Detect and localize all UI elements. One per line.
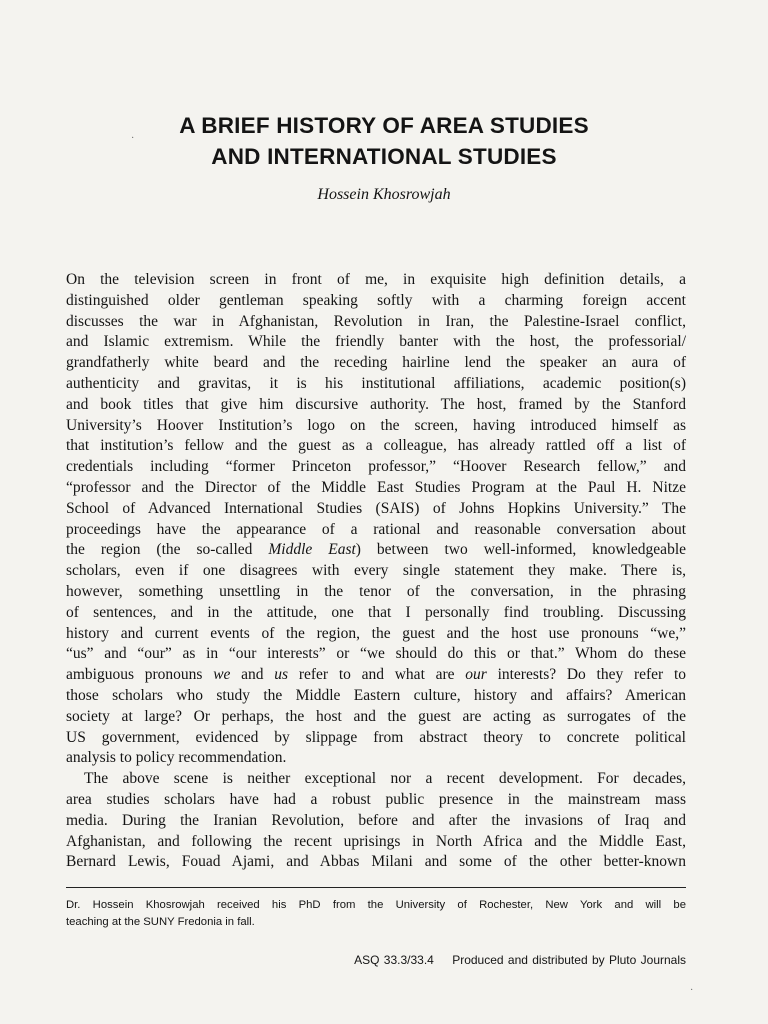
body-line: discusses the war in Afghanistan, Revolution in Iran, the Palestine-Israel conflict, (66, 312, 686, 330)
body-line: society at large? Or perhaps, the host and the guest are acting as surrogates of the (66, 707, 686, 725)
body-line: Afghanistan, and following the recent uprisings in North Africa and the Middle East, (66, 832, 686, 850)
body-line: distinguished older gentleman speaking softly with a charming foreign accent (66, 291, 686, 309)
body-line: University’s Hoover Institution’s logo on the screen, having introduced himself as (66, 416, 686, 434)
body-line: that institution’s fellow and the guest as a colleague, has already rattled off a list of (66, 437, 686, 455)
body-line: Bernard Lewis, Fouad Ajami, and Abbas Milani and some of the other better-known (66, 853, 686, 871)
body-line: ambiguous pronouns we and us refer to and what are our interests? Do they refer to (66, 666, 687, 684)
title-line-1: A BRIEF HISTORY OF AREA STUDIES (179, 113, 589, 138)
footnote-line: teaching at the SUNY Fredonia in fall. (66, 916, 255, 928)
body-line: those scholars who study the Middle Eastern culture, history and affairs? American (66, 686, 686, 704)
body-line: School of Advanced International Studies (SAIS) of Johns Hopkins University.” The (66, 499, 686, 517)
body-line: US government, evidenced by slippage from abstract theory to concrete political (66, 728, 686, 746)
distribution-notice: Produced and distributed by Pluto Journals (452, 953, 686, 967)
footnote-line: Dr. Hossein Khosrowjah received his PhD from the University of Rochester, New York and will be (66, 899, 686, 911)
body-line: The above scene is neither exceptional nor a recent development. For decades, (84, 770, 686, 788)
article-title (0, 110, 768, 172)
page-footer (354, 953, 686, 967)
body-line: however, something unsettling in the tenor of the conversation, in the phrasing (66, 582, 686, 600)
body-line: “us” and “our” as in “our interests” or “we should do this or that.” Whom do these (66, 645, 686, 663)
body-line: and book titles that give him discursive authority. The host, framed by the Stanford (66, 395, 686, 413)
body-line: grandfatherly white beard and the receding hairline lend the speaker an aura of (66, 354, 686, 372)
author-name: Hossein Khosrowjah (317, 186, 451, 203)
body-line: proceedings have the appearance of a rational and reasonable conversation about (66, 520, 686, 538)
scan-speck: · (131, 133, 135, 144)
journal-issue: ASQ 33.3/33.4 (354, 953, 434, 967)
body-line: analysis to policy recommendation. (66, 749, 287, 767)
footnote-divider (66, 887, 686, 888)
body-line: of sentences, and in the attitude, one that I personally find troubling. Discussing (66, 603, 686, 621)
author-footnote (66, 897, 686, 931)
body-line: and Islamic extremism. While the friendly banter with the host, the professorial/ (66, 333, 686, 351)
body-line: scholars, even if one disagrees with every single statement they make. There is, (66, 562, 686, 580)
body-line: area studies scholars have had a robust public presence in the mainstream mass (66, 790, 686, 808)
body-line: authenticity and gravitas, it is his institutional affiliations, academic position(s) (66, 374, 686, 392)
body-line: history and current events of the region, the guest and the host use pronouns “we,” (66, 624, 686, 642)
body-line: media. During the Iranian Revolution, before and after the invasions of Iraq and (66, 811, 686, 829)
body-line: credentials including “former Princeton professor,” “Hoover Research fellow,” and (66, 458, 686, 476)
body-line: On the television screen in front of me, in exquisite high definition details, a (66, 271, 686, 288)
title-line-2: AND INTERNATIONAL STUDIES (211, 144, 557, 169)
scan-speck: · (690, 985, 694, 996)
body-line: the region (the so-called Middle East) between two well-informed, knowledgeable (66, 541, 687, 559)
body-paragraphs (66, 270, 686, 873)
body-line: “professor and the Director of the Middle East Studies Program at the Paul H. Nitze (66, 478, 686, 496)
